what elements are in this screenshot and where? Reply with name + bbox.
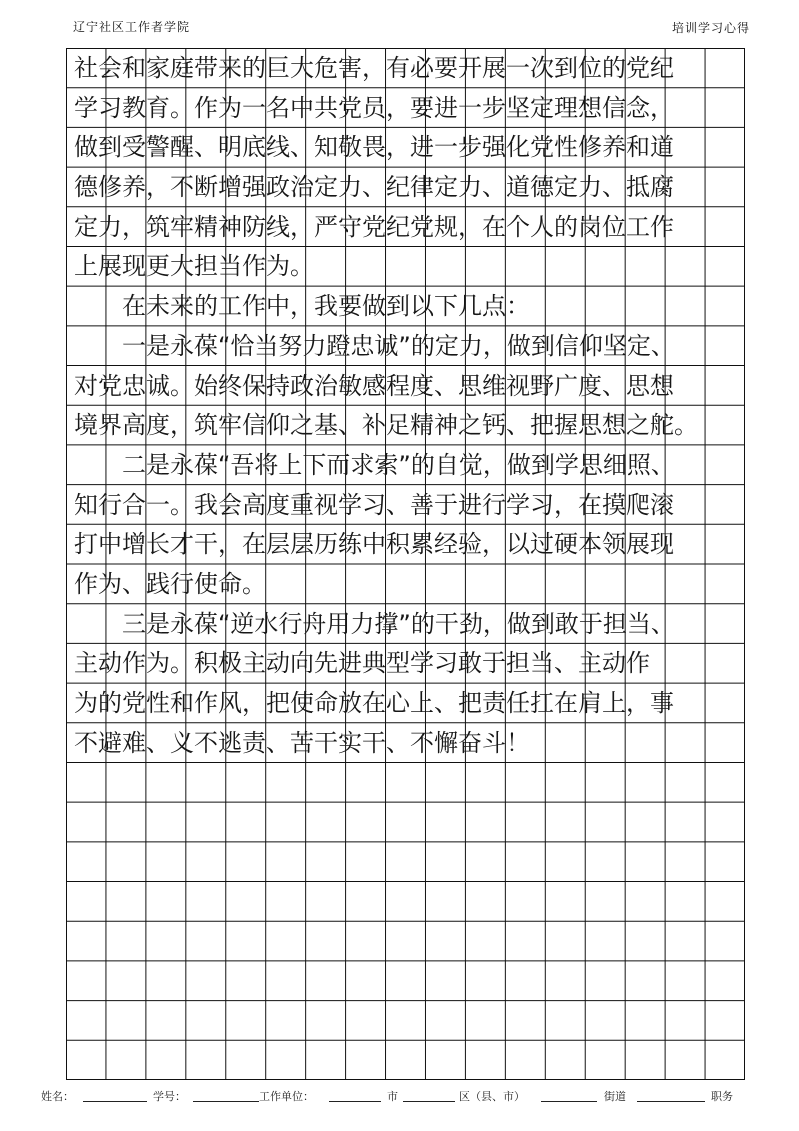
handwritten-text-line (74, 961, 738, 1001)
handwritten-text-line: 作为、践行使命。 (74, 570, 266, 598)
position-label: 职务 (711, 1090, 733, 1103)
city-field[interactable] (329, 1101, 381, 1102)
name-label: 姓名： (41, 1090, 74, 1103)
handwritten-text-line: 一是永葆“恰当努力蹬忠诚”的定力，做到信仰坚定、 (74, 331, 675, 360)
handwriting-grid-sheet (66, 48, 745, 1080)
handwritten-text-line: 三是永葆“逆水行舟用力撑”的干劲，做到敢于担当、 (74, 609, 675, 638)
handwritten-text-line: 社会和家庭带来的巨大危害，有必要开展一次到位的党纪 (74, 54, 674, 82)
handwritten-text-line: 对党忠诚。始终保持政治敏感程度、思维视野广度、思想 (74, 371, 674, 400)
handwritten-text-line: 在未来的工作中，我要做到以下几点： (74, 292, 530, 321)
name-field[interactable] (83, 1101, 147, 1102)
student-info-footer (41, 1088, 761, 1110)
handwritten-text-line (74, 882, 738, 922)
handwritten-text-line: 知行合一。我会高度重视学习、善于进行学习，在摸爬滚 (74, 490, 674, 519)
handwritten-text-line: 做到受警醒、明底线、知敬畏，进一步强化党性修养和道 (74, 133, 674, 162)
handwritten-text-line (74, 762, 738, 802)
handwritten-text-line: 定力，筑牢精神防线，严守党纪党规，在个人的岗位工作 (74, 212, 674, 241)
student-id-label: 学号： (153, 1090, 186, 1103)
handwritten-text-line: 学习教育。作为一名中共党员，要进一步坚定理想信念， (74, 93, 674, 122)
handwritten-text-line (74, 1040, 738, 1080)
handwritten-text-line: 德修养，不断增强政治定力、纪律定力、道德定力、抵腐 (74, 173, 674, 202)
handwritten-text-line (74, 1001, 738, 1041)
street-field[interactable] (541, 1101, 597, 1102)
handwritten-text-line: 不避难、义不逃责、苦干实干、不懈奋斗！ (74, 728, 530, 757)
handwritten-text-line (74, 921, 738, 961)
document-type-header: 培训学习心得 (671, 21, 750, 35)
handwritten-text-line (74, 802, 738, 842)
position-field[interactable] (637, 1101, 705, 1102)
district-field[interactable] (403, 1101, 455, 1102)
handwritten-text-line: 主动作为。积极主动向先进典型学习敢于担当、主动作 (74, 649, 650, 678)
handwritten-text-line: 上展现更大担当作为。 (74, 252, 314, 281)
handwritten-text-line: 为的党性和作风，把使命放在心上、把责任扛在肩上，事 (74, 689, 674, 718)
street-label: 街道 (604, 1090, 626, 1103)
student-id-field[interactable] (193, 1101, 259, 1102)
handwritten-text-line (74, 842, 738, 882)
handwritten-text-line: 二是永葆“吾将上下而求索”的自觉，做到学思细照、 (74, 450, 675, 479)
city-label: 市 (387, 1090, 398, 1103)
handwritten-text-line: 境界高度，筑牢信仰之基、补足精神之钙、把握思想之舵。 (74, 411, 698, 440)
district-label: 区（县、市） (459, 1090, 525, 1103)
work-unit-label: 工作单位： (259, 1090, 314, 1103)
institution-header: 辽宁社区工作者学院 (73, 20, 191, 34)
handwritten-text-line: 打中增长才干，在层层历练中积累经验，以过硬本领展现 (74, 530, 674, 559)
